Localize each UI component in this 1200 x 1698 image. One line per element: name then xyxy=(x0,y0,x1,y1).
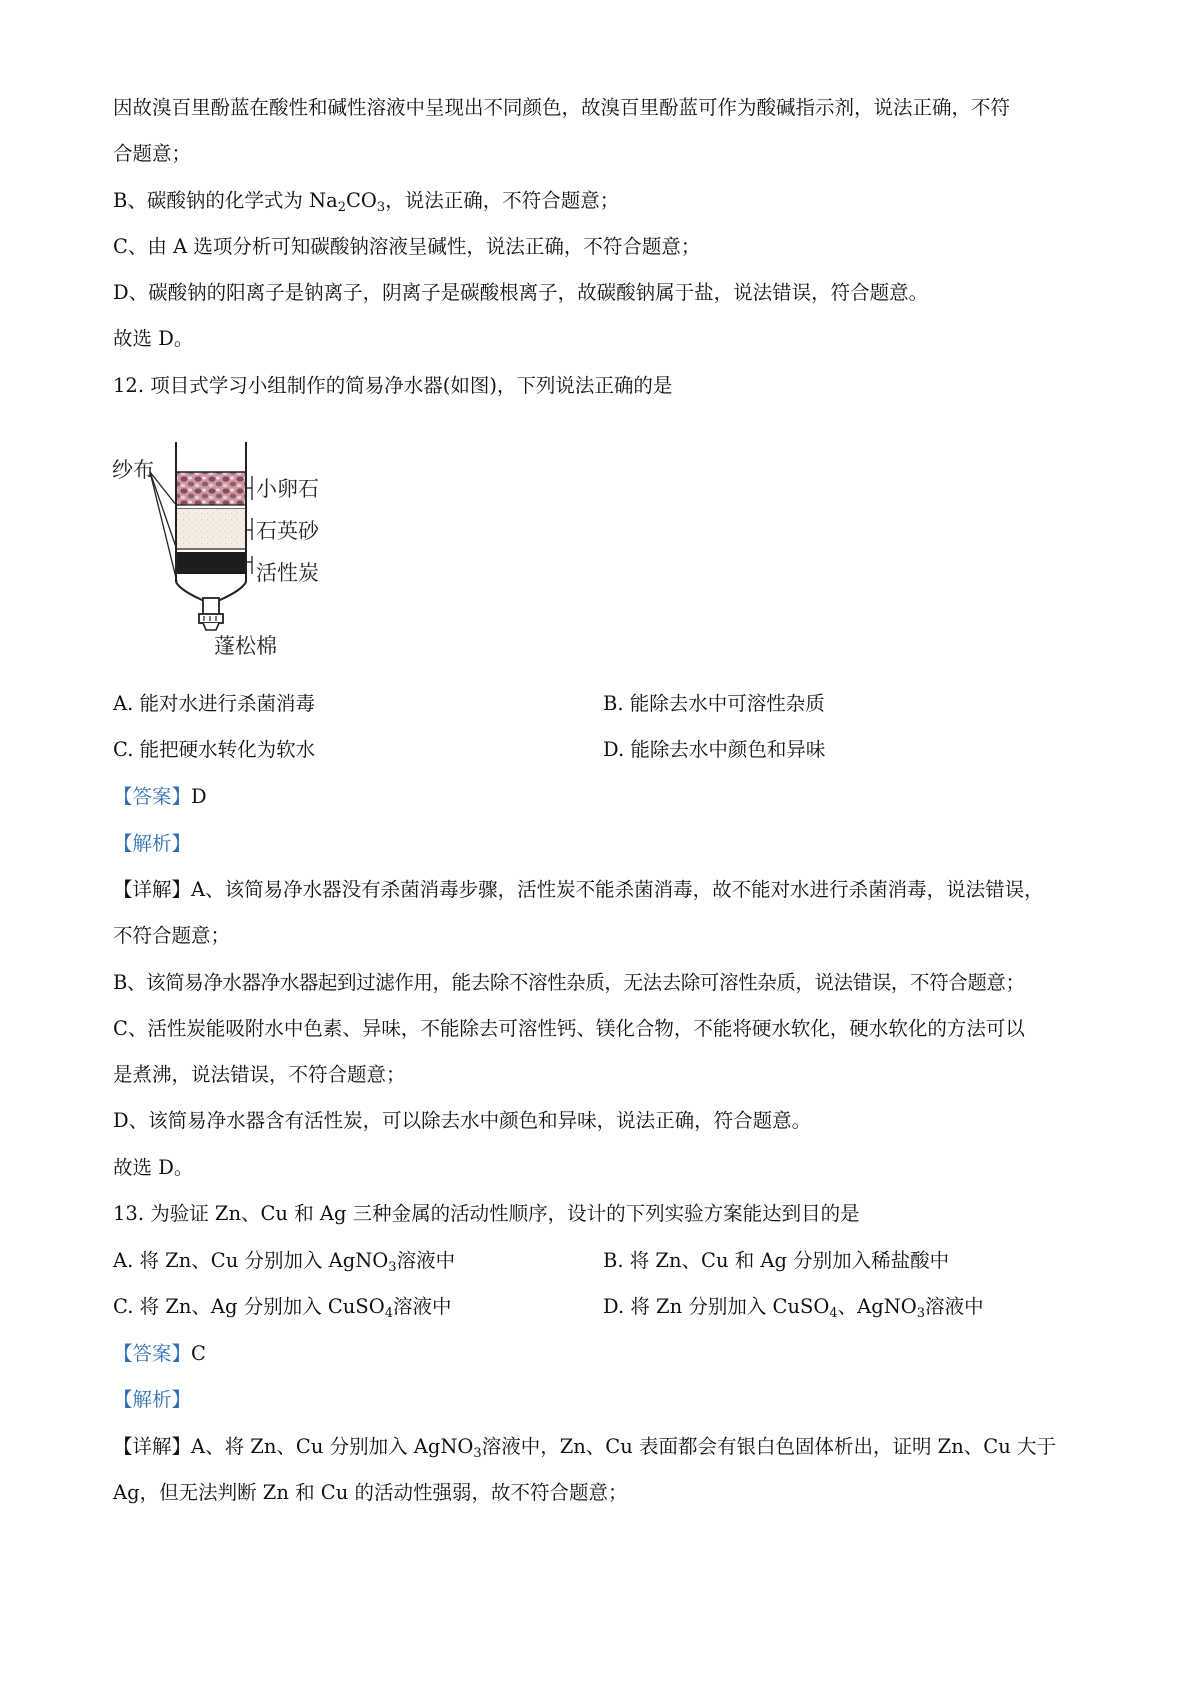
prev-conclusion: 故选 D。 xyxy=(113,327,194,350)
label-activated-carbon: 活性炭 xyxy=(256,561,319,585)
q12-detail-a-cont: 不符合题意； xyxy=(113,924,231,947)
prev-option-c-analysis: C、由 A 选项分析可知碳酸钠溶液呈碱性，说法正确，不符合题意； xyxy=(113,235,701,258)
q12-option-c: C. 能把硬水转化为软水 xyxy=(113,738,316,761)
prev-analysis-line1: 因故溴百里酚蓝在酸性和碱性溶液中呈现出不同颜色，故溴百里酚蓝可作为酸碱指示剂，说法正确，不符 xyxy=(113,96,1011,119)
answer-tag: 【答案】 xyxy=(113,785,192,808)
quartz-sand-layer xyxy=(177,509,245,549)
q13-detail-a-cont: Ag，但无法判断 Zn 和 Cu 的活动性强弱，故不符合题意； xyxy=(113,1481,628,1504)
prev-option-b-analysis: B、碳酸钠的化学式为 $Na_2CO_3$，说法正确，不符合题意； xyxy=(113,189,620,215)
q12-detail-a: 【详解】A、该简易净水器没有杀菌消毒步骤，活性炭不能杀菌消毒，故不能对水进行杀菌消毒，说法错误， xyxy=(113,878,1044,901)
prev-option-d-analysis: D、碳酸钠的阳离子是钠离子，阴离子是碳酸根离子，故碳酸钠属于盐，说法错误，符合题意。 xyxy=(113,281,929,304)
label-pebble: 小卵石 xyxy=(256,477,319,501)
q12-detail-c-cont: 是煮沸，说法错误，不符合题意； xyxy=(113,1063,406,1086)
q13-analysis-tag: 【解析】 xyxy=(113,1388,192,1411)
q12-detail-d: D、该简易净水器含有活性炭，可以除去水中颜色和异味，说法正确，符合题意。 xyxy=(113,1109,812,1132)
q12-stem: 12. 项目式学习小组制作的简易净水器(如图)，下列说法正确的是 xyxy=(113,374,673,397)
q12-option-a: A. 能对水进行杀菌消毒 xyxy=(113,692,315,715)
q12-option-d: D. 能除去水中颜色和异味 xyxy=(603,738,826,761)
q12-analysis-tag: 【解析】 xyxy=(113,832,192,855)
q13-option-c: C. 将 Zn、Ag 分别加入 CuSO$_4$溶液中 xyxy=(113,1295,452,1321)
q13-detail-a: 【详解】A、将 Zn、Cu 分别加入 AgNO$_3$溶液中，Zn、Cu 表面都会有银白色固体析出，证明 Zn、Cu 大于 xyxy=(113,1435,1056,1461)
q12-answer: 【答案】D xyxy=(113,785,207,808)
activated-carbon-layer xyxy=(177,552,245,574)
gauze-layer xyxy=(177,505,245,509)
label-cotton: 蓬松棉 xyxy=(214,634,277,658)
q13-option-d: D. 将 Zn 分别加入 CuSO$_4$、AgNO$_3$溶液中 xyxy=(603,1295,984,1321)
prev-analysis-line2: 合题意； xyxy=(113,142,192,165)
q12-option-b: B. 能除去水中可溶性杂质 xyxy=(603,692,825,715)
q12-conclusion: 故选 D。 xyxy=(113,1156,194,1179)
label-quartz-sand: 石英砂 xyxy=(256,519,319,543)
q12-detail-b: B、该简易净水器净水器起到过滤作用，能去除不溶性杂质，无法去除可溶性杂质，说法错误，不符合题意； xyxy=(113,971,1025,994)
q13-option-a: A. 将 Zn、Cu 分别加入 AgNO$_3$溶液中 xyxy=(113,1249,456,1275)
pebble-layer xyxy=(177,472,245,505)
answer-tag: 【答案】 xyxy=(113,1342,192,1365)
q12-detail-c: C、活性炭能吸附水中色素、异味，不能除去可溶性钙、镁化合物，不能将硬水软化，硬水软化的方法可以 xyxy=(113,1017,1025,1040)
q13-answer: 【答案】C xyxy=(113,1342,206,1365)
q13-option-b: B. 将 Zn、Cu 和 Ag 分别加入稀盐酸中 xyxy=(603,1249,950,1272)
label-gauze: 纱布 xyxy=(112,458,154,482)
q13-stem: 13. 为验证 Zn、Cu 和 Ag 三种金属的活动性顺序，设计的下列实验方案能达到目的是 xyxy=(113,1202,860,1225)
outlet-cap xyxy=(199,614,223,623)
water-purifier-figure xyxy=(110,440,370,670)
